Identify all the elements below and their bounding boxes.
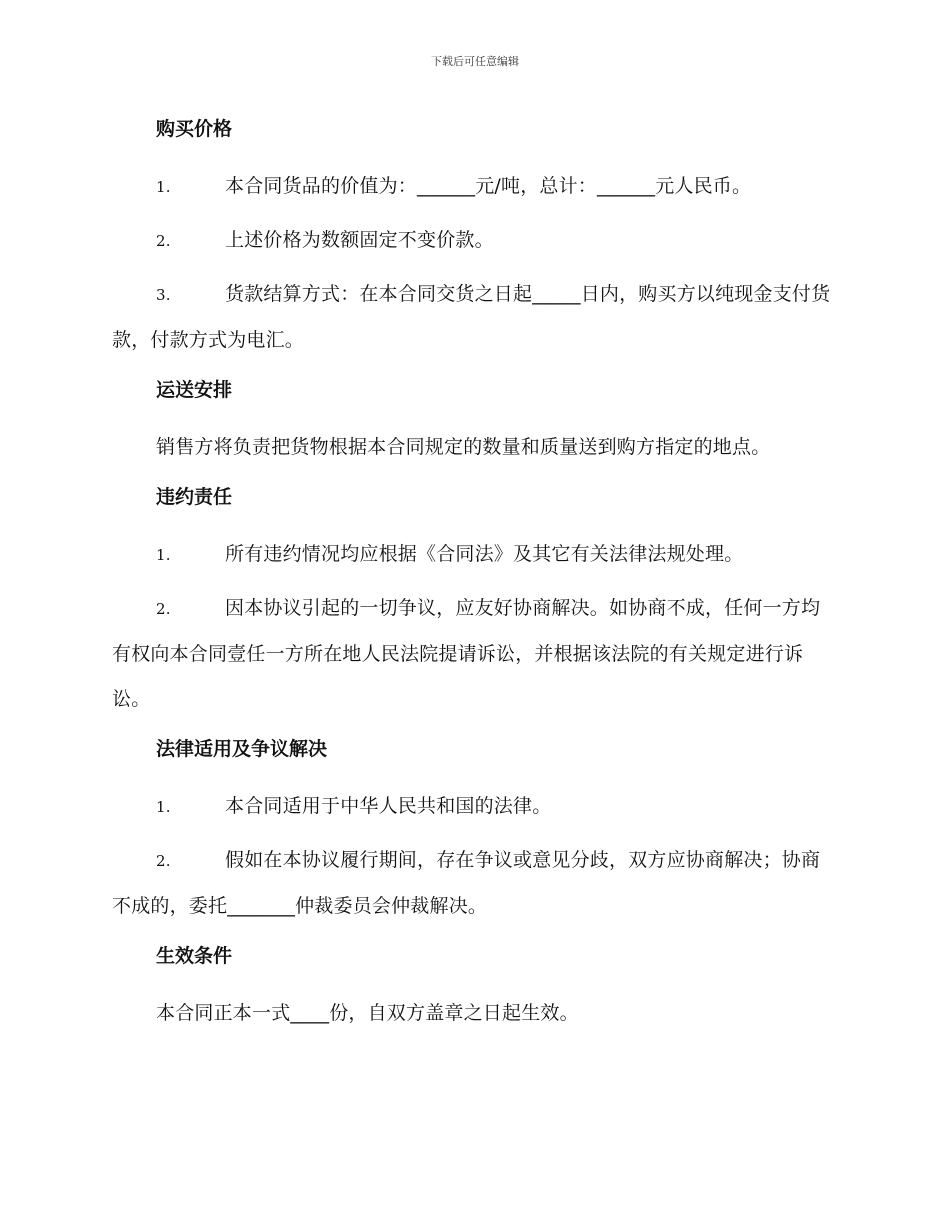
clause — [112, 164, 832, 210]
clause-number: 3. — [156, 286, 171, 304]
clause — [112, 784, 832, 830]
section-delivery — [112, 371, 832, 470]
clause-text: 货款结算方式：在本合同交货之日起_____日内，购买方以纯现金支付货款，付款方式为电汇。 — [112, 283, 831, 351]
clause-text: 本合同正本一式____份，自双方盖章之日起生效。 — [156, 1002, 579, 1024]
clause — [112, 272, 832, 363]
clause-text: 假如在本协议履行期间，存在争议或意见分歧，双方应协商解决；协商不成的，委托_______仲裁委员会仲裁解决。 — [112, 849, 821, 917]
clause-number: 1. — [156, 178, 171, 196]
clause-text: 所有违约情况均应根据《合同法》及其它有关法律法规处理。 — [225, 543, 744, 565]
contract-document — [112, 110, 832, 1044]
clause-text: 本合同适用于中华人民共和国的法律。 — [225, 795, 552, 817]
clause-text: 销售方将负责把货物根据本合同规定的数量和质量送到购方指定的地点。 — [156, 436, 771, 458]
clause — [112, 586, 832, 722]
section-governing-law — [112, 730, 832, 929]
clause — [112, 838, 832, 929]
section-purchase-price — [112, 110, 832, 363]
clause — [112, 425, 832, 470]
section-heading: 法律适用及争议解决 — [156, 738, 328, 760]
clause — [112, 532, 832, 578]
clause-number: 2. — [156, 852, 171, 870]
clause-number: 2. — [156, 600, 171, 618]
clause-text: 上述价格为数额固定不变价款。 — [225, 229, 494, 251]
clause-number: 1. — [156, 546, 171, 564]
section-heading: 运送安排 — [156, 379, 233, 401]
clause-number: 1. — [156, 798, 171, 816]
clause — [112, 218, 832, 264]
clause-text: 因本协议引起的一切争议，应友好协商解决。如协商不成，任何一方均有权向本合同壹任一方所在地人民法院提请诉讼，并根据该法院的有关规定进行诉讼。 — [112, 597, 821, 710]
clause-number: 2. — [156, 232, 171, 250]
clause — [112, 991, 832, 1036]
clause-text: 本合同货品的价值为：______元/吨，总计：______元人民币。 — [225, 175, 752, 197]
section-heading: 违约责任 — [156, 486, 233, 508]
page-header: 下载后可任意编辑 — [431, 55, 519, 68]
section-effectiveness — [112, 937, 832, 1036]
section-heading: 购买价格 — [156, 118, 233, 140]
section-heading: 生效条件 — [156, 945, 233, 967]
section-liability — [112, 478, 832, 722]
